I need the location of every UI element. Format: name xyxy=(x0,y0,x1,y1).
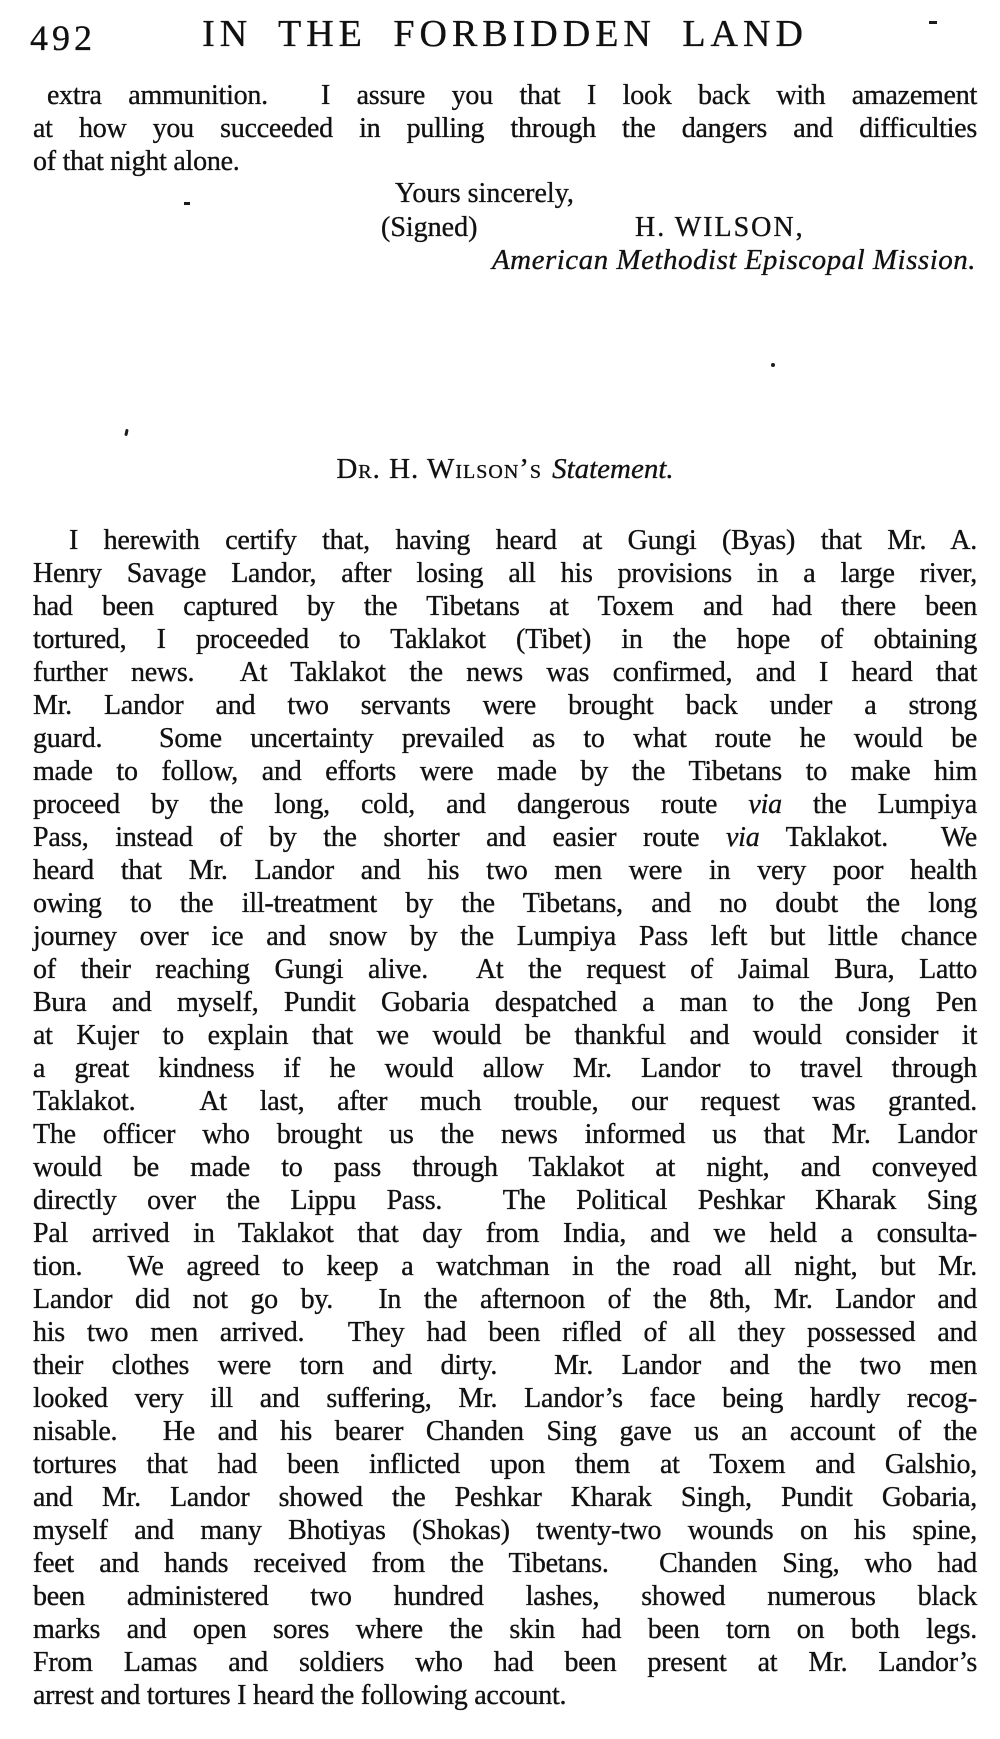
statement-line: had been captured by the Tibetans at Toxem and had there been xyxy=(33,591,977,622)
statement-line: Pal arrived in Taklakot that day from India, and we held a consulta- xyxy=(33,1218,977,1249)
letter-line: at how you succeeded in pulling through the dangers and difficulties xyxy=(33,113,977,144)
scan-speck xyxy=(124,429,128,436)
statement-line: Mr. Landor and two servants were brought back under a strong xyxy=(33,690,977,721)
statement-line: journey over ice and snow by the Lumpiya Pass left but little chance xyxy=(33,921,977,952)
statement-line: heard that Mr. Landor and his two men were in very poor health xyxy=(33,855,977,886)
statement-line: Bura and myself, Pundit Gobaria despatched a man to the Jong Pen xyxy=(33,987,977,1018)
letter-paragraph xyxy=(33,79,977,178)
statement-line: I herewith certify that, having heard at Gungi (Byas) that Mr. A. xyxy=(69,525,977,556)
statement-heading xyxy=(33,452,977,486)
statement-line: nisable. He and his bearer Chanden Sing gave us an account of the xyxy=(33,1416,977,1447)
statement-line: myself and many Bhotiyas (Shokas) twenty-two wounds on his spine, xyxy=(33,1515,977,1546)
statement-line: Pass, instead of by the shorter and easier route via Taklakot. We xyxy=(33,822,977,853)
letter-line: extra ammunition. I assure you that I look back with amazement xyxy=(47,80,977,111)
statement-line: Taklakot. At last, after much trouble, our request was granted. xyxy=(33,1086,977,1117)
page-number: 492 xyxy=(30,18,96,58)
statement-heading-name: Dr. H. Wilson’s xyxy=(336,453,543,485)
statement-line: and Mr. Landor showed the Peshkar Kharak Singh, Pundit Gobaria, xyxy=(33,1482,977,1513)
statement-line: of their reaching Gungi alive. At the request of Jaimal Bura, Latto xyxy=(33,954,977,985)
signatory-name: H. WILSON, xyxy=(635,212,805,243)
statement-line: The officer who brought us the news informed us that Mr. Landor xyxy=(33,1119,977,1150)
statement-line: their clothes were torn and dirty. Mr. Landor and the two men xyxy=(33,1350,977,1381)
statement-line: guard. Some uncertainty prevailed as to what route he would be xyxy=(33,723,977,754)
statement-line: further news. At Taklakot the news was confirmed, and I heard that xyxy=(33,657,977,688)
signed-label: (Signed) xyxy=(381,212,478,243)
statement-line: directly over the Lippu Pass. The Political Peshkar Kharak Sing xyxy=(33,1185,977,1216)
statement-paragraph xyxy=(33,524,977,1712)
statement-line: would be made to pass through Taklakot at night, and conveyed xyxy=(33,1152,977,1183)
statement-line: marks and open sores where the skin had been torn on both legs. xyxy=(33,1614,977,1645)
statement-line: tion. We agreed to keep a watchman in the road all night, but Mr. xyxy=(33,1251,977,1282)
running-title: IN THE FORBIDDEN LAND xyxy=(202,13,808,55)
letter-closing: Yours sincerely, xyxy=(395,178,574,209)
statement-line: tortured, I proceeded to Taklakot (Tibet) in the hope of obtaining xyxy=(33,624,977,655)
signature-row xyxy=(0,211,1000,245)
statement-line: arrest and tortures I heard the following account. xyxy=(33,1680,567,1711)
statement-line: Landor did not go by. In the afternoon of the 8th, Mr. Landor and xyxy=(33,1284,977,1315)
signatory-affiliation: American Methodist Episcopal Mission. xyxy=(491,244,976,276)
statement-heading-word: Statement. xyxy=(552,453,674,485)
statement-line: tortures that had been inflicted upon them at Toxem and Galshio, xyxy=(33,1449,977,1480)
statement-line: at Kujer to explain that we would be thankful and would consider it xyxy=(33,1020,977,1051)
statement-line: feet and hands received from the Tibetans. Chanden Sing, who had xyxy=(33,1548,977,1579)
scan-speck xyxy=(929,21,937,24)
statement-line: looked very ill and suffering, Mr. Landor’s face being hardly recog- xyxy=(33,1383,977,1414)
statement-line: made to follow, and efforts were made by the Tibetans to make him xyxy=(33,756,977,787)
scan-speck xyxy=(184,202,190,205)
statement-line: From Lamas and soldiers who had been present at Mr. Landor’s xyxy=(33,1647,977,1678)
statement-line: his two men arrived. They had been rifled of all they possessed and xyxy=(33,1317,977,1348)
letter-line: of that night alone. xyxy=(33,146,240,177)
statement-line: a great kindness if he would allow Mr. Landor to travel through xyxy=(33,1053,977,1084)
statement-line: been administered two hundred lashes, showed numerous black xyxy=(33,1581,977,1612)
statement-line: proceed by the long, cold, and dangerous route via the Lumpiya xyxy=(33,789,977,820)
statement-line: owing to the ill-treatment by the Tibetans, and no doubt the long xyxy=(33,888,977,919)
statement-line: Henry Savage Landor, after losing all his provisions in a large river, xyxy=(33,558,977,589)
scan-speck xyxy=(771,363,775,367)
